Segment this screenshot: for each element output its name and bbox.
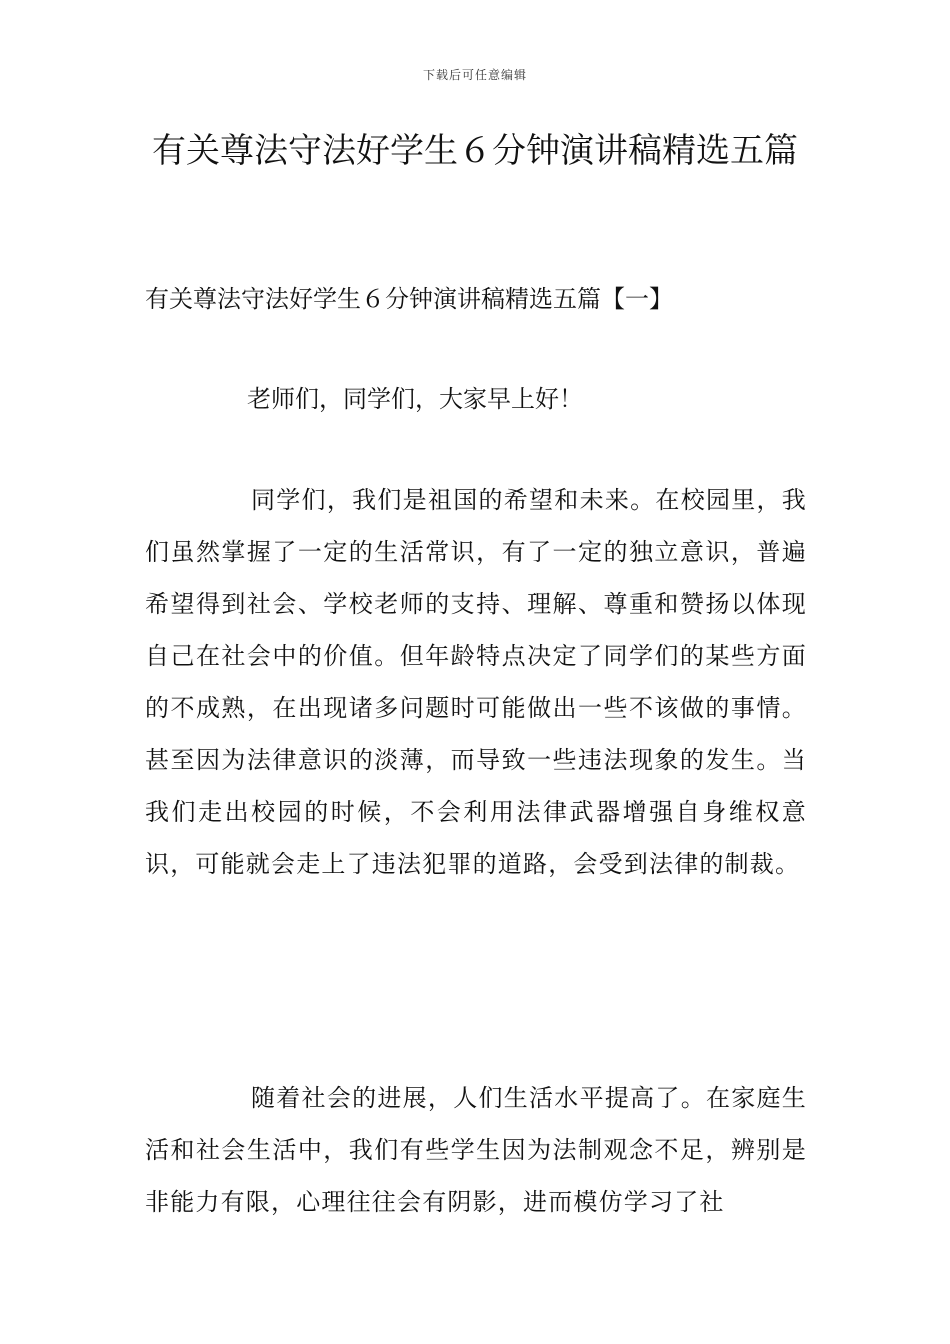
header-note: 下载后可任意编辑 bbox=[422, 68, 527, 82]
body-paragraph: 随着社会的进展，人们生活水平提高了。在家庭生活和社会生活中，我们有些学生因为法制观念不足，辨别是非能力有限，心理往往会有阴影，进而模仿学习了社 bbox=[145, 1084, 807, 1216]
greeting-line: 老师们，同学们，大家早上好！ bbox=[247, 385, 583, 413]
document-title: 有关尊法守法好学生６分钟演讲稿精选五篇 bbox=[152, 131, 798, 171]
section-heading: 有关尊法守法好学生６分钟演讲稿精选五篇【一】 bbox=[145, 285, 673, 313]
body-paragraph: 同学们，我们是祖国的希望和未来。在校园里，我们虽然掌握了一定的生活常识，有了一定的独立意识，普遍希望得到社会、学校老师的支持、理解、尊重和赞扬以体现自己在社会中的价值。但年龄特点决定了同学们的某些方面的不成熟，在出现诸多问题时可能做出一些不该做的事情。甚至因为法律意识的淡薄，而导致一些违法现象的发生。当我们走出校园的时候，不会利用法律武器增强自身维权意识，可能就会走上了违法犯罪的道路，会受到法律的制裁。 bbox=[145, 486, 807, 878]
